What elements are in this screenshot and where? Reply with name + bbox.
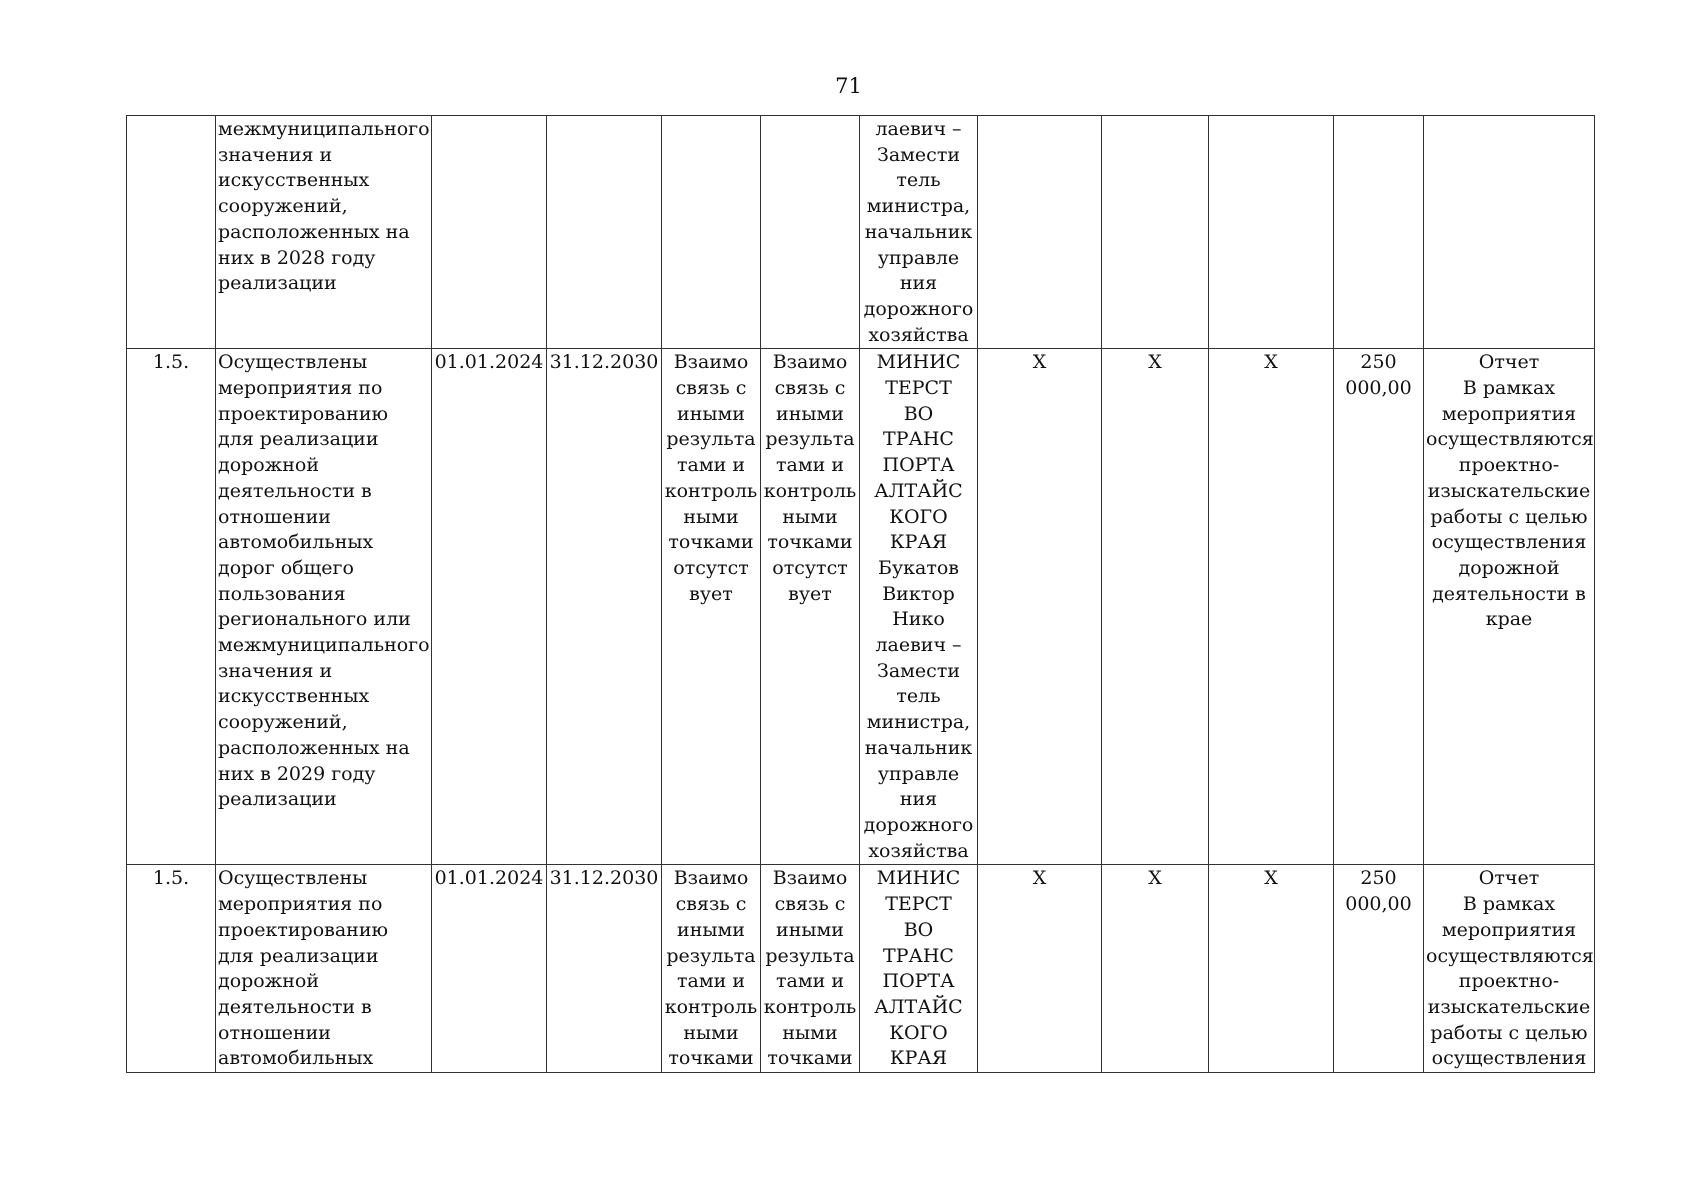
cell-text-line: ВО — [903, 918, 934, 941]
cell-text-line: 250 — [1360, 351, 1397, 374]
cell-text-line: точками — [767, 1047, 853, 1070]
cell-text-line: деятельности в — [1432, 582, 1586, 605]
cell-text-line: отсутст — [673, 556, 749, 579]
cell-text-line: регионального или — [218, 608, 411, 631]
cell-text-line: 000,00 — [1345, 377, 1412, 400]
cell-text-line: лаевич – — [875, 634, 962, 657]
cell-text-line: осуществления — [1431, 531, 1587, 554]
cell-text-line: 000,00 — [1345, 893, 1412, 916]
cell-text-line: изыскательские — [1427, 995, 1591, 1018]
cell-text-line: Замести — [876, 143, 960, 166]
relation-cell — [662, 116, 761, 349]
cell-text-line: мероприятия — [1441, 402, 1577, 425]
cell-text-line: мероприятия по — [218, 377, 383, 400]
cell-text-line: Отчет — [1478, 351, 1540, 374]
cell-text-line: осуществляются — [1426, 428, 1594, 451]
cell-text-line: деятельности в — [218, 995, 372, 1018]
cell-text-line: изыскательские — [1427, 479, 1591, 502]
cell-text-line: управле — [877, 246, 960, 269]
cell-text-line: результа — [765, 428, 855, 451]
cell-text-line: точками — [668, 1047, 754, 1070]
cell-text-line: тами и — [677, 970, 745, 993]
cell-text-line: Отчет — [1478, 867, 1540, 890]
table-row — [127, 116, 1595, 349]
x-mark-cell: X — [978, 865, 1102, 1073]
cell-text-line: тель — [896, 685, 941, 708]
responsible-cell — [860, 865, 978, 1073]
amount-cell — [1334, 349, 1424, 865]
cell-text-line: ными — [683, 1021, 739, 1044]
relation-cell — [761, 349, 860, 865]
x-mark-cell: X — [1102, 865, 1209, 1073]
cell-text-line: сооружений, — [218, 711, 348, 734]
report-cell — [1424, 865, 1595, 1073]
cell-text-line: ТЕРСТ — [885, 893, 952, 916]
cell-text-line: ТРАНС — [883, 428, 954, 451]
cell-text-line: В рамках — [1462, 377, 1556, 400]
cell-text-line: ными — [782, 505, 838, 528]
x-mark-cell — [978, 116, 1102, 349]
cell-text-line: точками — [767, 531, 853, 554]
page-number: 71 — [835, 74, 862, 98]
x-mark-cell — [1102, 116, 1209, 349]
cell-text-line: КРАЯ — [889, 1047, 948, 1070]
relation-cell — [761, 116, 860, 349]
responsible-cell — [860, 349, 978, 865]
cell-text-line: автомобильных — [218, 1047, 374, 1070]
cell-text-line: ния — [899, 788, 938, 811]
cell-text-line: тель — [896, 169, 941, 192]
description-cell — [216, 349, 432, 865]
cell-text-line: министра, — [866, 711, 971, 734]
cell-text-line: точками — [668, 531, 754, 554]
cell-text-line: иными — [677, 402, 745, 425]
cell-text-line: Взаимо — [772, 867, 848, 890]
cell-text-line: связь с — [774, 893, 846, 916]
end-date-cell: 31.12.2030 — [547, 865, 662, 1073]
cell-text-line: результа — [666, 428, 756, 451]
cell-text-line: мероприятия по — [218, 893, 383, 916]
responsible-cell — [860, 116, 978, 349]
description-cell — [216, 116, 432, 349]
cell-text-line: Букатов — [878, 556, 959, 579]
control-points-table — [126, 115, 1595, 1073]
relation-cell — [662, 865, 761, 1073]
cell-text-line: управле — [877, 762, 960, 785]
cell-text-line: проектированию — [218, 402, 389, 425]
cell-text-line: дорожной — [218, 454, 319, 477]
x-mark-cell: X — [1102, 349, 1209, 865]
cell-text-line: ТЕРСТ — [885, 377, 952, 400]
cell-text-line: иными — [776, 918, 844, 941]
cell-text-line: результа — [666, 944, 756, 967]
cell-text-line: дорожного — [863, 813, 974, 836]
cell-text-line: для реализации — [218, 428, 379, 451]
cell-text-line: Виктор — [882, 582, 955, 605]
amount-cell — [1334, 865, 1424, 1073]
cell-text-line: связь с — [675, 893, 747, 916]
cell-text-line: осуществляются — [1426, 944, 1594, 967]
cell-text-line: ПОРТА — [882, 454, 955, 477]
cell-text-line: 250 — [1360, 867, 1397, 890]
cell-text-line: связь с — [675, 377, 747, 400]
cell-text-line: работы с целью — [1430, 505, 1588, 528]
cell-text-line: реализации — [218, 788, 337, 811]
cell-text-line: для реализации — [218, 944, 379, 967]
cell-text-line: хозяйства — [868, 323, 969, 346]
cell-text-line: межмуниципального — [218, 634, 430, 657]
cell-text-line: министра, — [866, 195, 971, 218]
cell-text-line: МИНИС — [876, 867, 961, 890]
cell-text-line: АЛТАЙС — [874, 479, 963, 502]
cell-text-line: отношении — [218, 505, 331, 528]
report-cell — [1424, 116, 1595, 349]
cell-text-line: начальник — [864, 736, 973, 759]
cell-text-line: начальник — [864, 220, 973, 243]
cell-text-line: Нико — [892, 608, 945, 631]
amount-cell — [1334, 116, 1424, 349]
cell-text-line: крае — [1485, 608, 1533, 631]
relation-cell — [662, 349, 761, 865]
cell-text-line: контроль — [664, 479, 758, 502]
cell-text-line: КОГО — [889, 1021, 948, 1044]
cell-text-line: искусственных — [218, 685, 370, 708]
row-number-cell: 1.5. — [127, 865, 216, 1073]
cell-text-line: ными — [782, 1021, 838, 1044]
cell-text-line: ТРАНС — [883, 944, 954, 967]
cell-text-line: ными — [683, 505, 739, 528]
start-date-cell — [432, 116, 547, 349]
description-cell — [216, 865, 432, 1073]
cell-text-line: КРАЯ — [889, 531, 948, 554]
cell-text-line: автомобильных — [218, 531, 374, 554]
cell-text-line: связь с — [774, 377, 846, 400]
table-row — [127, 349, 1595, 865]
cell-text-line: ВО — [903, 402, 934, 425]
x-mark-cell: X — [1209, 865, 1334, 1073]
cell-text-line: Взаимо — [772, 351, 848, 374]
report-cell — [1424, 349, 1595, 865]
cell-text-line: Осуществлены — [218, 351, 368, 374]
relation-cell — [761, 865, 860, 1073]
cell-text-line: Взаимо — [673, 351, 749, 374]
x-mark-cell: X — [1209, 349, 1334, 865]
cell-text-line: значения и — [218, 659, 333, 682]
cell-text-line: дорожной — [218, 970, 319, 993]
cell-text-line: МИНИС — [876, 351, 961, 374]
cell-text-line: работы с целью — [1430, 1021, 1588, 1044]
row-number-cell — [127, 116, 216, 349]
cell-text-line: них в 2029 году — [218, 762, 376, 785]
cell-text-line: мероприятия — [1441, 918, 1577, 941]
start-date-cell: 01.01.2024 — [432, 865, 547, 1073]
cell-text-line: проектированию — [218, 918, 389, 941]
end-date-cell — [547, 116, 662, 349]
table-row — [127, 865, 1595, 1073]
cell-text-line: дорог общего — [218, 556, 354, 579]
cell-text-line: Замести — [876, 659, 960, 682]
cell-text-line: дорожной — [1458, 556, 1560, 579]
cell-text-line: проектно- — [1458, 970, 1560, 993]
cell-text-line: вует — [689, 582, 733, 605]
cell-text-line: отношении — [218, 1021, 331, 1044]
cell-text-line: ния — [899, 272, 938, 295]
cell-text-line: вует — [788, 582, 832, 605]
cell-text-line: контроль — [763, 479, 857, 502]
cell-text-line: деятельности в — [218, 479, 372, 502]
cell-text-line: тами и — [677, 454, 745, 477]
cell-text-line: ПОРТА — [882, 970, 955, 993]
cell-text-line: лаевич – — [875, 118, 962, 140]
cell-text-line: сооружений, — [218, 195, 348, 218]
cell-text-line: значения и — [218, 143, 333, 166]
cell-text-line: контроль — [664, 995, 758, 1018]
cell-text-line: расположенных на — [218, 736, 410, 759]
cell-text-line: искусственных — [218, 169, 370, 192]
cell-text-line: пользования — [218, 582, 346, 605]
cell-text-line: них в 2028 году — [218, 246, 376, 269]
cell-text-line: отсутст — [772, 556, 848, 579]
row-number-cell: 1.5. — [127, 349, 216, 865]
cell-text-line: тами и — [776, 454, 844, 477]
cell-text-line: иными — [677, 918, 745, 941]
cell-text-line: результа — [765, 944, 855, 967]
cell-text-line: осуществления — [1431, 1047, 1587, 1070]
x-mark-cell: X — [978, 349, 1102, 865]
cell-text-line: дорожного — [863, 297, 974, 320]
cell-text-line: реализации — [218, 272, 337, 295]
cell-text-line: иными — [776, 402, 844, 425]
cell-text-line: В рамках — [1462, 893, 1556, 916]
cell-text-line: проектно- — [1458, 454, 1560, 477]
cell-text-line: расположенных на — [218, 220, 410, 243]
cell-text-line: тами и — [776, 970, 844, 993]
end-date-cell: 31.12.2030 — [547, 349, 662, 865]
cell-text-line: хозяйства — [868, 839, 969, 862]
cell-text-line: Осуществлены — [218, 867, 368, 890]
cell-text-line: межмуниципального — [218, 118, 430, 140]
cell-text-line: контроль — [763, 995, 857, 1018]
x-mark-cell — [1209, 116, 1334, 349]
start-date-cell: 01.01.2024 — [432, 349, 547, 865]
cell-text-line: КОГО — [889, 505, 948, 528]
cell-text-line: Взаимо — [673, 867, 749, 890]
cell-text-line: АЛТАЙС — [874, 995, 963, 1018]
